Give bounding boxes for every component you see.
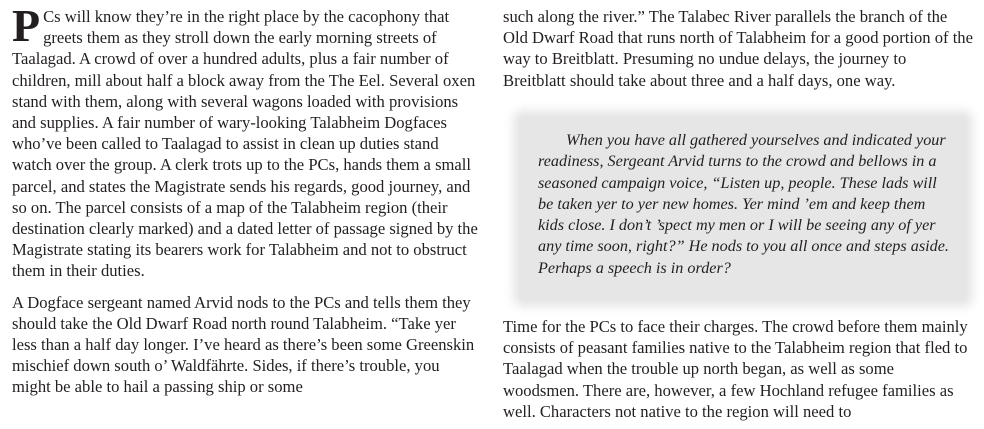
right-column-lower [503, 316, 973, 422]
read-aloud-text [538, 130, 950, 279]
left-paragraph-1-text: Cs will know they’re in the right place by the cacophony that greets them as they stroll down the early morning streets of Taalagad. A crowd of over a hundred adults, plus a fair number of children, mill about half a block away from the The Eel. Several oxen stand with them, along with several wagons loaded with provisions and supplies. A fair number of wary-looking Talabheim Dogfaces who’ve been called to Taalagad to assist in clean up duties stand watch over the group. A clerk trots up to the PCs, hands them a small parcel, and states the Magistrate sends his regards, good journey, and so on. The parcel consists of a map of the Talabheim region (their destination clearly marked) and a dated letter of passage signed by the Magistrate stating its bearers work for Talabheim and not to obstruct them in their duties. [12, 7, 478, 281]
right-paragraph-2: Time for the PCs to face their charges. The crowd before them mainly consists of peasant families native to the Talabheim region that fled to Taalagad when the trouble up north began, as well as some woodsmen. There are, however, a few Hochland refugee families as well. Characters not native to the region will need to [503, 317, 968, 421]
left-paragraph-2: A Dogface sergeant named Arvid nods to the PCs and tells them they should take the Old Dwarf Road north round Talabheim. “Take yer less than a half day longer. I’ve heard as there’s been some Greenskin mischief down south o’ Waldfährte. Sides, if there’s trouble, you might be able to hail a passing ship or some [12, 292, 475, 397]
read-aloud-paragraph: When you have all gathered yourselves and indicated your readiness, Sergeant Arvid turns to the crowd and bellows in a seasoned campaign voice, “Listen up, people. These lads will be taken yer to yer new homes. Yer mind ’em and keep them kids close. I don’t ’spect my men or I will be seeing any of yer any time soon, right?” He nods to you all once and steps aside. Perhaps a speech is in order? [538, 131, 949, 277]
drop-cap: P [12, 0, 41, 51]
left-column [12, 0, 478, 398]
right-paragraph-1: such along the river.” The Talabec River parallels the branch of the Old Dwarf Road that runs north of Talabheim for a good portion of the way to Breitblatt. Presuming no undue delays, the journey to Breitblatt should take about three and a half days, one way. [503, 7, 973, 90]
right-column [503, 6, 973, 91]
left-paragraph-1 [12, 0, 478, 282]
